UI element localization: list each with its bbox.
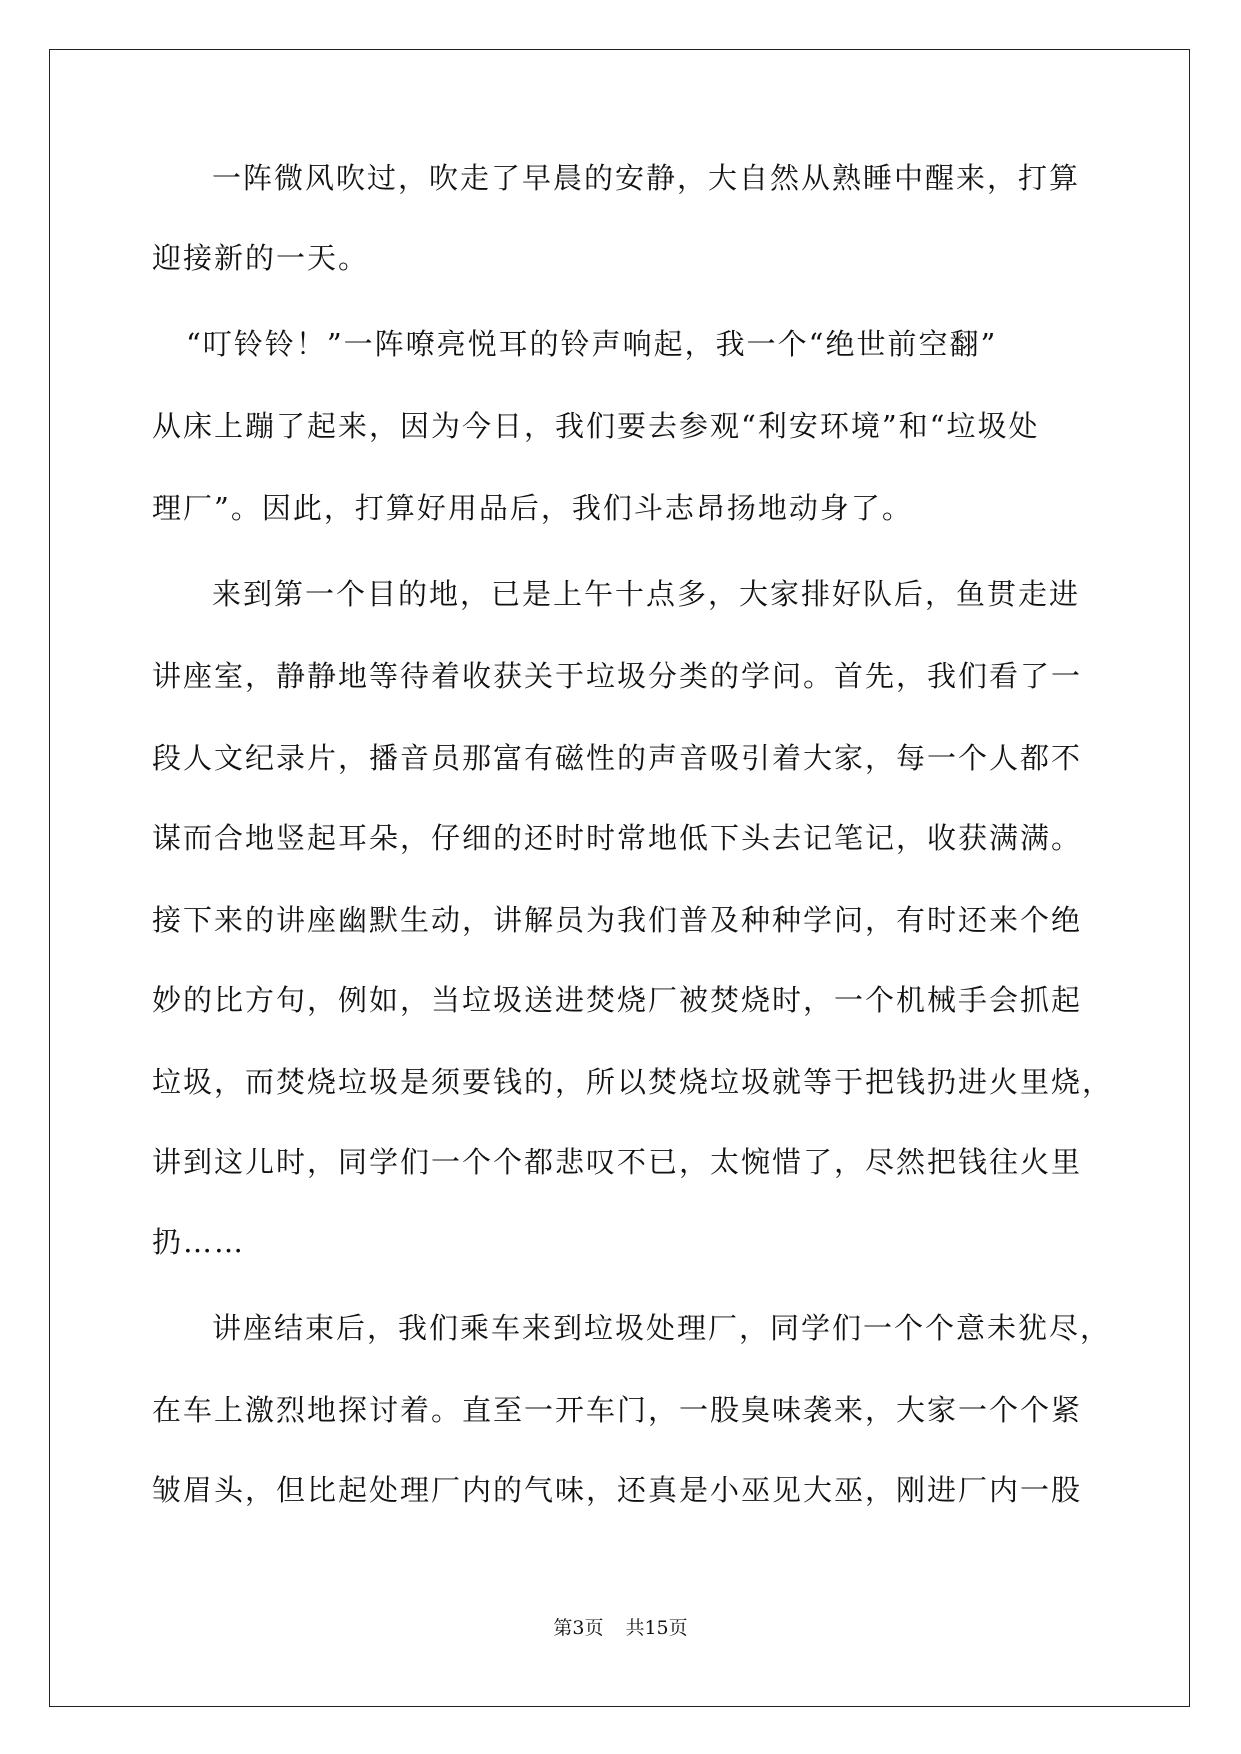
- page-footer: [0, 1616, 1241, 1640]
- page-number: 第3页: [553, 1617, 604, 1639]
- text-line: 讲到这儿时，同学们一个个都悲叹不已，太惋惜了，尽然把钱往火里: [152, 1145, 1083, 1179]
- text-line: 在车上激烈地探讨着。直至一开车门，一股臭味袭来，大家一个个紧: [152, 1393, 1083, 1427]
- text-line: 谋而合地竖起耳朵，仔细的还时时常地低下头去记笔记，收获满满。: [152, 821, 1083, 855]
- text-line: 讲座室，静静地等待着收获关于垃圾分类的学问。首先，我们看了一: [152, 659, 1083, 693]
- text-line: 皱眉头，但比起处理厂内的气味，还真是小巫见大巫，刚进厂内一股: [152, 1473, 1083, 1507]
- text-line: 垃圾，而焚烧垃圾是须要钱的，所以焚烧垃圾就等于把钱扔进火里烧，: [152, 1065, 1114, 1099]
- page-total: 共15页: [625, 1617, 688, 1639]
- text-line: 扔……: [152, 1225, 246, 1259]
- text-line: 段人文纪录片，播音员那富有磁性的声音吸引着大家，每一个人都不: [152, 741, 1083, 775]
- text-line: 从床上蹦了起来，因为今日，我们要去参观“利安环境”和“垃圾处: [152, 409, 1040, 443]
- text-line: 妙的比方句，例如，当垃圾送进焚烧厂被焚烧时，一个机械手会抓起: [152, 983, 1083, 1017]
- text-line: 理厂”。因此，打算好用品后，我们斗志昂扬地动身了。: [152, 491, 913, 525]
- page-border: [49, 49, 1190, 1707]
- text-line: 一阵微风吹过，吹走了早晨的安静，大自然从熟睡中醒来，打算: [212, 161, 1081, 195]
- text-line: 接下来的讲座幽默生动，讲解员为我们普及种种学问，有时还来个绝: [152, 903, 1083, 937]
- text-line: 讲座结束后，我们乘车来到垃圾处理厂，同学们一个个意未犹尽，: [212, 1311, 1112, 1345]
- text-line: 来到第一个目的地，已是上午十点多，大家排好队后，鱼贯走进: [212, 577, 1081, 611]
- text-line: “叮铃铃！”一阵嘹亮悦耳的铃声响起，我一个“绝世前空翻”: [186, 327, 998, 361]
- text-line: 迎接新的一天。: [152, 241, 370, 275]
